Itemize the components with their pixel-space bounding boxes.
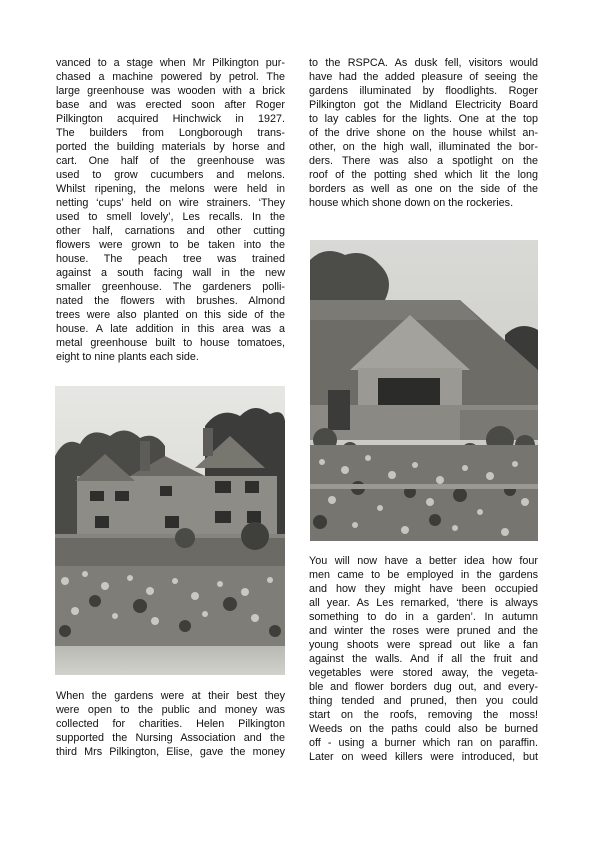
- text-line: smaller greenhouse. The gardeners polli-: [56, 281, 285, 293]
- text-line: gardens illuminated by floodlights. Roger: [309, 85, 538, 97]
- text-line: young shoots were spread out like a fan: [309, 639, 538, 651]
- text-line: Pilkington got the Midland Electricity Board: [309, 99, 538, 111]
- text-line: roof of the potting shed which lit the long: [309, 169, 538, 181]
- potting-shed-photo: [310, 240, 538, 541]
- text-line: off - using a burner which ran on paraffin.: [309, 737, 538, 749]
- text-line: house. A late addition in this area was a: [56, 323, 285, 335]
- text-line: When the gardens were at their best they: [56, 690, 285, 702]
- text-line: trees were also planted on this side of the: [56, 309, 285, 321]
- text-line: all year. As Les remarked, ‘there is always: [309, 597, 538, 609]
- text-line: You will now have a better idea how four: [309, 555, 538, 567]
- text-line: supported the Nursing Association and the: [56, 732, 285, 744]
- text-line: and winter the roses were pruned and the: [309, 625, 538, 637]
- text-line: to lay cables for the lights. One at the top: [309, 113, 538, 125]
- text-line: vegetables were stored away, the vegeta-: [309, 667, 538, 679]
- text-line: used to smell lovely’, Les recalls. In the: [56, 211, 285, 223]
- text-line: Later on weed killers were introduced, but: [309, 751, 538, 763]
- text-line: ble and flower borders dug out, and every-: [309, 681, 538, 693]
- paragraph: [56, 689, 285, 759]
- text-line: something to do in a garden’. In autumn: [309, 611, 538, 623]
- house-photo: [55, 386, 285, 675]
- text-line: chased a machine powered by petrol. The: [56, 71, 285, 83]
- left-column-top-text: [56, 56, 285, 364]
- text-line: netting ‘cups’ held on wire strainers. ‘They: [56, 197, 285, 209]
- text-line: cart. One half of the greenhouse was: [56, 155, 285, 167]
- text-line: house. The peach tree was trained: [56, 253, 285, 265]
- text-line: borders as well as one on the side of the: [309, 183, 538, 195]
- paragraph: [56, 56, 285, 364]
- right-column-bottom-text: [309, 554, 538, 764]
- text-line: of the drive shone on the house whilst an-: [309, 127, 538, 139]
- text-line: other half, carnations and other cutting: [56, 225, 285, 237]
- text-line: metal greenhouse built to house tomatoes,: [56, 337, 285, 349]
- text-line: Weeds on the paths could also be burned: [309, 723, 538, 735]
- text-line: eight to nine plants each side.: [56, 351, 199, 363]
- text-line: ders. There was also a spotlight on the: [309, 155, 538, 167]
- left-column-bottom-text: [56, 689, 285, 759]
- text-line: start on the roofs, removing the moss!: [309, 709, 538, 721]
- text-line: house which shone down on the rockeries.: [309, 197, 514, 209]
- text-line: large greenhouse was wooden with a brick: [56, 85, 285, 97]
- text-line: base and was erected soon after Roger: [56, 99, 285, 111]
- text-line: used to grow cucumbers and melons.: [56, 169, 285, 181]
- text-line: have had the added pleasure of seeing the: [309, 71, 538, 83]
- text-line: against a south facing wall in the new: [56, 267, 285, 279]
- text-line: and how they might have been occupied: [309, 583, 538, 595]
- text-line: ported the building materials by horse and: [56, 141, 285, 153]
- text-line: to the RSPCA. As dusk fell, visitors would: [309, 57, 538, 69]
- text-line: other, on the high wall, illuminated the bor-: [309, 141, 538, 153]
- text-line: nated the flowers with brushes. Almond: [56, 295, 285, 307]
- text-line: men came to be employed in the gardens: [309, 569, 538, 581]
- text-line: The builders from Longborough trans-: [56, 127, 285, 139]
- text-line: thing tended and pruned, then you could: [309, 695, 538, 707]
- text-line: vanced to a stage when Mr Pilkington pur-: [56, 57, 285, 69]
- text-line: Whilst ripening, the melons were held in: [56, 183, 285, 195]
- text-line: Pilkington acquired Hinchwick in 1927.: [56, 113, 285, 125]
- text-line: collected for charities. Helen Pilkington: [56, 718, 285, 730]
- text-line: were open to the public and money was: [56, 704, 285, 716]
- text-line: third Mrs Pilkington, Elise, gave the money: [56, 746, 285, 758]
- right-column-top-text: [309, 56, 538, 210]
- paragraph: [309, 56, 538, 210]
- text-line: flowers were grown to be taken into the: [56, 239, 285, 251]
- text-line: against the walls. And if all the fruit and: [309, 653, 538, 665]
- paragraph: [309, 554, 538, 764]
